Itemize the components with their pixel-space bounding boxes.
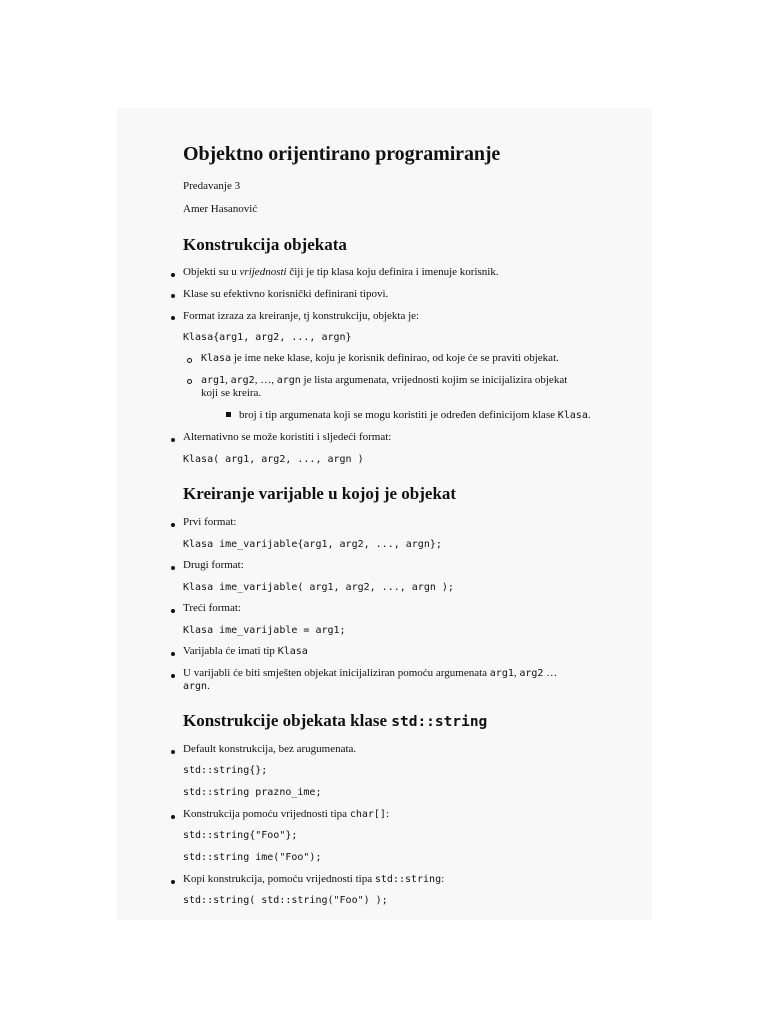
list-item: Treći format: (183, 602, 241, 614)
bullet-icon (171, 750, 175, 754)
document-page (117, 108, 652, 920)
sub-bullet-icon (187, 379, 192, 384)
list-item: Kopi konstrukcija, pomoću vrijednosti tipa std::string: (183, 873, 445, 885)
code-line: Klasa ime_varijable = arg1; (183, 625, 346, 636)
code-line: std::string{}; (183, 765, 268, 776)
list-item: U varijabli će biti smješten objekat inicijaliziran pomoću argumenata arg1, arg2 … (183, 667, 558, 679)
code-line: std::string{"Foo"}; (183, 830, 298, 841)
bullet-icon (171, 880, 175, 884)
bullet-icon (171, 273, 175, 277)
code-line: std::string( std::string("Foo") ); (183, 895, 388, 906)
bullet-icon (171, 652, 175, 656)
code-line: Klasa( arg1, arg2, ..., argn ) (183, 454, 364, 465)
bullet-icon (171, 523, 175, 527)
sub-sub-bullet-icon (226, 412, 231, 417)
section-heading-kreiranje: Kreiranje varijable u kojoj je objekat (183, 484, 457, 503)
list-item: Objekti su u vrijednosti čiji je tip klasa koju definira i imenuje korisnik. (183, 266, 499, 278)
section-heading-konstrukcija: Konstrukcija objekata (183, 235, 347, 254)
subtitle: Predavanje 3 (183, 180, 241, 192)
code-line: std::string ime("Foo"); (183, 852, 322, 863)
code-line: std::string prazno_ime; (183, 787, 322, 798)
sub-list-item: arg1, arg2, …, argn je lista argumenata, vrijednosti kojim se inicijalizira objekat (201, 374, 568, 386)
bullet-icon (171, 316, 175, 320)
list-item-continuation: argn. (183, 680, 210, 692)
bullet-icon (171, 566, 175, 570)
author: Amer Hasanović (183, 203, 258, 215)
list-item: Default konstrukcija, bez arugumenata. (183, 743, 357, 755)
list-item: Prvi format: (183, 516, 237, 528)
code-line: Klasa{arg1, arg2, ..., argn} (183, 332, 352, 343)
bullet-icon (171, 609, 175, 613)
sub-list-item-continuation: koji se kreira. (201, 387, 262, 399)
page-title: Objektno orijentirano programiranje (183, 143, 501, 165)
code-line: Klasa ime_varijable{arg1, arg2, ..., argn}; (183, 539, 442, 550)
list-item: Alternativno se može koristiti i sljedeći format: (183, 431, 392, 443)
sub-bullet-icon (187, 358, 192, 363)
sub-sub-list-item: broj i tip argumenata koji se mogu koristiti je određen definicijom klase Klasa. (239, 409, 591, 421)
sub-list-item: Klasa je ime neke klase, koju je korisnik definirao, od koje će se praviti objekat. (201, 352, 559, 364)
bullet-icon (171, 674, 175, 678)
code-line: Klasa ime_varijable( arg1, arg2, ..., argn ); (183, 582, 454, 593)
list-item: Format izraza za kreiranje, tj konstrukciju, objekta je: (183, 310, 420, 322)
list-item: Konstrukcija pomoću vrijednosti tipa char[]: (183, 808, 389, 820)
list-item: Drugi format: (183, 559, 244, 571)
bullet-icon (171, 294, 175, 298)
list-item: Klase su efektivno korisnički definirani tipovi. (183, 288, 389, 300)
section-heading-string: Konstrukcije objekata klase std::string (183, 711, 488, 730)
bullet-icon (171, 438, 175, 442)
bullet-icon (171, 815, 175, 819)
list-item: Varijabla će imati tip Klasa (183, 645, 308, 657)
